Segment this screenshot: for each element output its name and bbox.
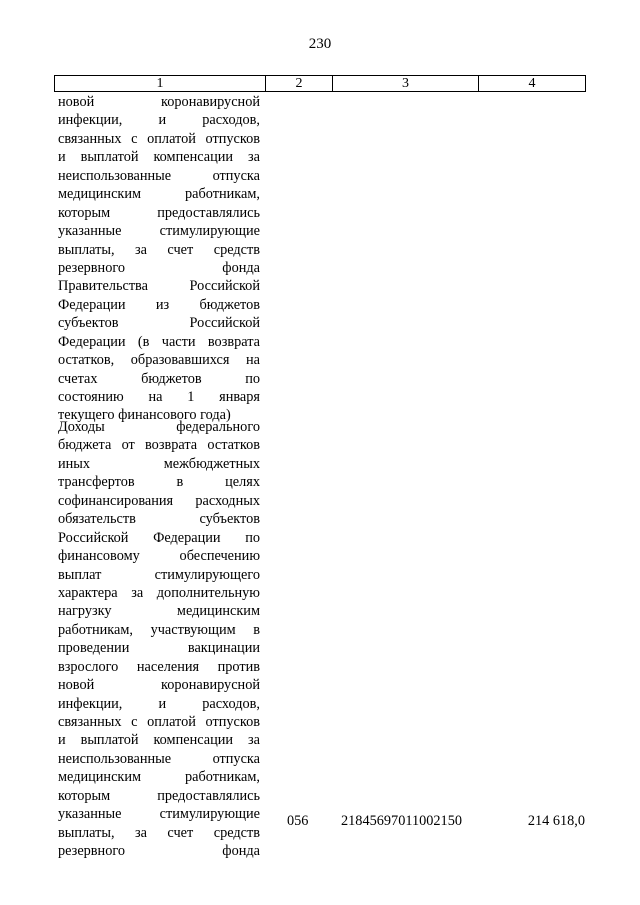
text-line: Правительства Российской (58, 278, 260, 295)
text-line: и выплатой компенсации за (58, 732, 260, 749)
text-line: остатков, образовавшихся на (58, 352, 260, 369)
text-line: Федерации (в части возврата (58, 333, 260, 350)
text-line: субъектов Российской (58, 315, 260, 332)
admin-code-cell: 056 (287, 813, 309, 829)
text-line: состоянию на 1 января (58, 389, 260, 405)
text-line: взрослого населения против (58, 658, 260, 675)
text-line: выплат стимулирующего (58, 566, 260, 583)
text-line: финансовому обеспечению (58, 548, 260, 565)
text-line: инфекции, и расходов, (58, 112, 260, 129)
text-line: трансфертов в целях (58, 474, 260, 491)
text-line: резервного фонда (58, 843, 260, 860)
text-line: и выплатой компенсации за (58, 149, 260, 166)
table-header (54, 75, 586, 92)
text-line: связанных с оплатой отпусков (58, 714, 260, 730)
header-col-2: 2 (266, 76, 333, 91)
text-line: счетах бюджетов по (58, 370, 260, 387)
text-line: новой коронавирусной (58, 677, 260, 694)
text-line: нагрузку медицинским (58, 603, 260, 620)
header-col-4: 4 (528, 76, 536, 91)
text-line: которым предоставлялись (58, 787, 260, 804)
description-block-continued (58, 93, 260, 425)
text-line: резервного фонда (58, 259, 260, 276)
text-line: выплаты, за счет средств (58, 241, 260, 258)
page-number: 230 (308, 36, 332, 52)
text-line: указанные стимулирующие (58, 223, 260, 240)
header-col-1: 1 (55, 76, 266, 91)
text-line: неиспользованные отпуска (58, 167, 260, 184)
text-line: неиспользованные отпуска (58, 750, 260, 767)
text-line: бюджета от возврата остатков (58, 437, 260, 454)
description-block-refund (58, 418, 260, 861)
text-line: связанных с оплатой отпусков (58, 130, 260, 147)
text-line: которым предоставлялись (58, 204, 260, 221)
text-line: указанные стимулирующие (58, 806, 260, 823)
text-line: софинансирования расходных (58, 492, 260, 509)
text-line: характера за дополнительную (58, 584, 260, 601)
text-line: медицинским работникам, (58, 186, 260, 203)
kbk-code-cell: 21845697011002150 (341, 813, 462, 829)
text-line: Федерации из бюджетов (58, 296, 260, 313)
header-col-3: 3 (333, 76, 479, 91)
text-line: обязательств субъектов (58, 511, 260, 528)
text-line: работникам, участвующим в (58, 621, 260, 638)
amount-cell: 214 618,0 (527, 813, 585, 829)
text-line: медицинским работникам, (58, 769, 260, 786)
text-line: выплаты, за счет средств (58, 824, 260, 841)
text-line: инфекции, и расходов, (58, 695, 260, 712)
text-line: Доходы федерального (58, 419, 260, 435)
text-line: проведении вакцинации (58, 640, 260, 657)
text-line: новой коронавирусной (58, 94, 260, 110)
text-line: Российской Федерации по (58, 529, 260, 546)
text-line: иных межбюджетных (58, 455, 260, 472)
text-line: текущего финансового года) (58, 407, 231, 424)
